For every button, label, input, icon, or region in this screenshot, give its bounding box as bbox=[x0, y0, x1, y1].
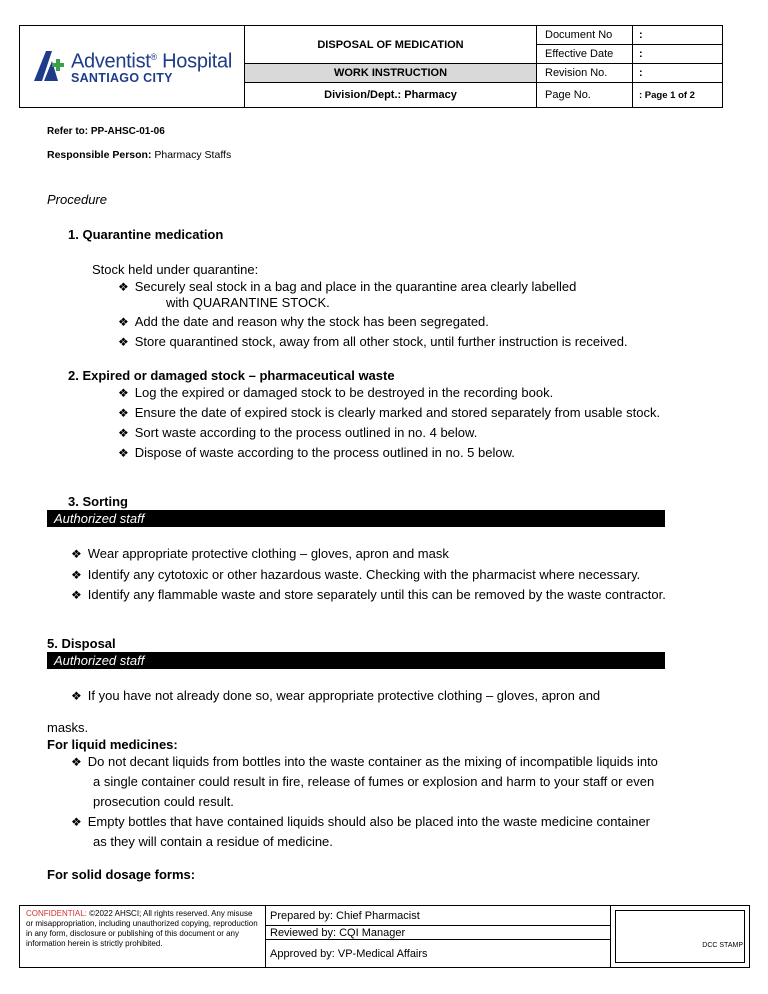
section-1-intro: Stock held under quarantine: bbox=[92, 262, 259, 277]
responsible-value: Pharmacy Staffs bbox=[154, 149, 232, 161]
bullet-icon: ❖ bbox=[71, 568, 82, 582]
authorized-staff-bar: Authorized staff bbox=[47, 652, 665, 669]
logo-name: Adventist bbox=[70, 50, 151, 73]
liquid-heading: For liquid medicines: bbox=[47, 737, 178, 752]
list-item: ❖ Store quarantined stock, away from all other stock, until further instruction is received. bbox=[118, 334, 628, 349]
bullet-icon: ❖ bbox=[71, 588, 82, 602]
bullet-icon: ❖ bbox=[71, 755, 82, 769]
list-item: ❖ Log the expired or damaged stock to be destroyed in the recording book. bbox=[118, 385, 554, 400]
document-footer bbox=[19, 905, 750, 968]
prepared-by: Prepared by: Chief Pharmacist bbox=[266, 906, 611, 926]
list-item: ❖ Add the date and reason why the stock has been segregated. bbox=[118, 314, 489, 329]
division: Division/Dept.: Pharmacy bbox=[245, 83, 537, 108]
list-item: ❖ Wear appropriate protective clothing – gloves, apron and mask bbox=[71, 546, 449, 561]
field-value: : bbox=[633, 45, 723, 64]
bullet-icon: ❖ bbox=[118, 280, 129, 294]
list-item: ❖ Dispose of waste according to the process outlined in no. 5 below. bbox=[118, 445, 515, 460]
section-1-title: 1. Quarantine medication bbox=[68, 227, 224, 242]
list-item-continuation: a single container could result in fire, release of fumes or explosion and harm to your staff or even bbox=[93, 774, 655, 789]
section-2-title: 2. Expired or damaged stock – pharmaceutical waste bbox=[68, 368, 395, 383]
bullet-icon: ❖ bbox=[118, 315, 129, 329]
logo-subtitle: SANTIAGO CITY bbox=[70, 71, 173, 86]
logo: Adventist® Hospital SANTIAGO CITY bbox=[20, 26, 245, 108]
field-value: : bbox=[633, 64, 723, 83]
list-item: ❖ Empty bottles that have contained liquids should also be placed into the waste medicine container bbox=[71, 814, 651, 829]
field-label: Revision No. bbox=[537, 64, 633, 83]
document-subtitle: WORK INSTRUCTION bbox=[245, 64, 537, 83]
dcc-stamp-label: DCC STAMP bbox=[702, 942, 743, 949]
list-item: ❖ Ensure the date of expired stock is clearly marked and stored separately from usable stock. bbox=[118, 405, 661, 420]
list-item: ❖ Identify any cytotoxic or other hazardous waste. Checking with the pharmacist where necessary. bbox=[71, 567, 641, 582]
section-3-title: 3. Sorting bbox=[68, 494, 128, 509]
hospital-logo-icon bbox=[32, 49, 68, 83]
list-item-continuation: with QUARANTINE STOCK. bbox=[166, 295, 330, 310]
authorized-staff-bar: Authorized staff bbox=[47, 510, 665, 527]
list-item-continuation: prosecution could result. bbox=[93, 794, 234, 809]
bullet-icon: ❖ bbox=[118, 335, 129, 349]
document-title: DISPOSAL OF MEDICATION bbox=[245, 26, 537, 64]
procedure-heading: Procedure bbox=[47, 192, 107, 207]
logo-name-2: Hospital bbox=[162, 50, 233, 73]
section-5-title: 5. Disposal bbox=[47, 636, 116, 651]
list-item: ❖ If you have not already done so, wear appropriate protective clothing – gloves, apron and bbox=[71, 688, 601, 703]
list-item-continuation: masks. bbox=[47, 720, 89, 735]
field-label: Document No bbox=[537, 26, 633, 45]
list-item: ❖ Securely seal stock in a bag and place in the quarantine area clearly labelled bbox=[118, 279, 577, 294]
bullet-icon: ❖ bbox=[71, 547, 82, 561]
confidential-text: ©2022 AHSCI; All rights reserved. Any misuse or misappropriation, including unauthorized copying, reproduction in any form, disclosure or publishing of this document or any information herein is strictly prohibited. bbox=[26, 909, 258, 948]
list-item: ❖ Sort waste according to the process outlined in no. 4 below. bbox=[118, 425, 478, 440]
document-header bbox=[19, 25, 723, 108]
responsible-person bbox=[47, 149, 231, 161]
list-item-continuation: as they will contain a residue of medicine. bbox=[93, 834, 333, 849]
bullet-icon: ❖ bbox=[118, 446, 129, 460]
field-value: : bbox=[633, 26, 723, 45]
reviewed-by: Reviewed by: CQI Manager bbox=[266, 926, 611, 940]
dcc-stamp-box bbox=[611, 906, 750, 968]
approved-by: Approved by: VP-Medical Affairs bbox=[266, 940, 611, 968]
solid-heading: For solid dosage forms: bbox=[47, 867, 196, 882]
field-label: Page No. bbox=[537, 83, 633, 108]
bullet-icon: ❖ bbox=[118, 386, 129, 400]
bullet-icon: ❖ bbox=[118, 406, 129, 420]
bullet-icon: ❖ bbox=[71, 815, 82, 829]
confidential-label: CONFIDENTIAL: bbox=[26, 909, 87, 918]
field-label: Effective Date bbox=[537, 45, 633, 64]
responsible-label: Responsible Person: bbox=[47, 149, 152, 161]
list-item: ❖ Do not decant liquids from bottles into the waste container as the mixing of incompatible liquids into bbox=[71, 754, 658, 769]
bullet-icon: ❖ bbox=[71, 689, 82, 703]
refer-to: Refer to: PP-AHSC-01-06 bbox=[47, 126, 165, 137]
field-value: : Page 1 of 2 bbox=[633, 83, 723, 108]
bullet-icon: ❖ bbox=[118, 426, 129, 440]
list-item: ❖ Identify any flammable waste and store separately until this can be removed by the waste contractor. bbox=[71, 587, 666, 602]
confidential-notice bbox=[20, 906, 266, 968]
